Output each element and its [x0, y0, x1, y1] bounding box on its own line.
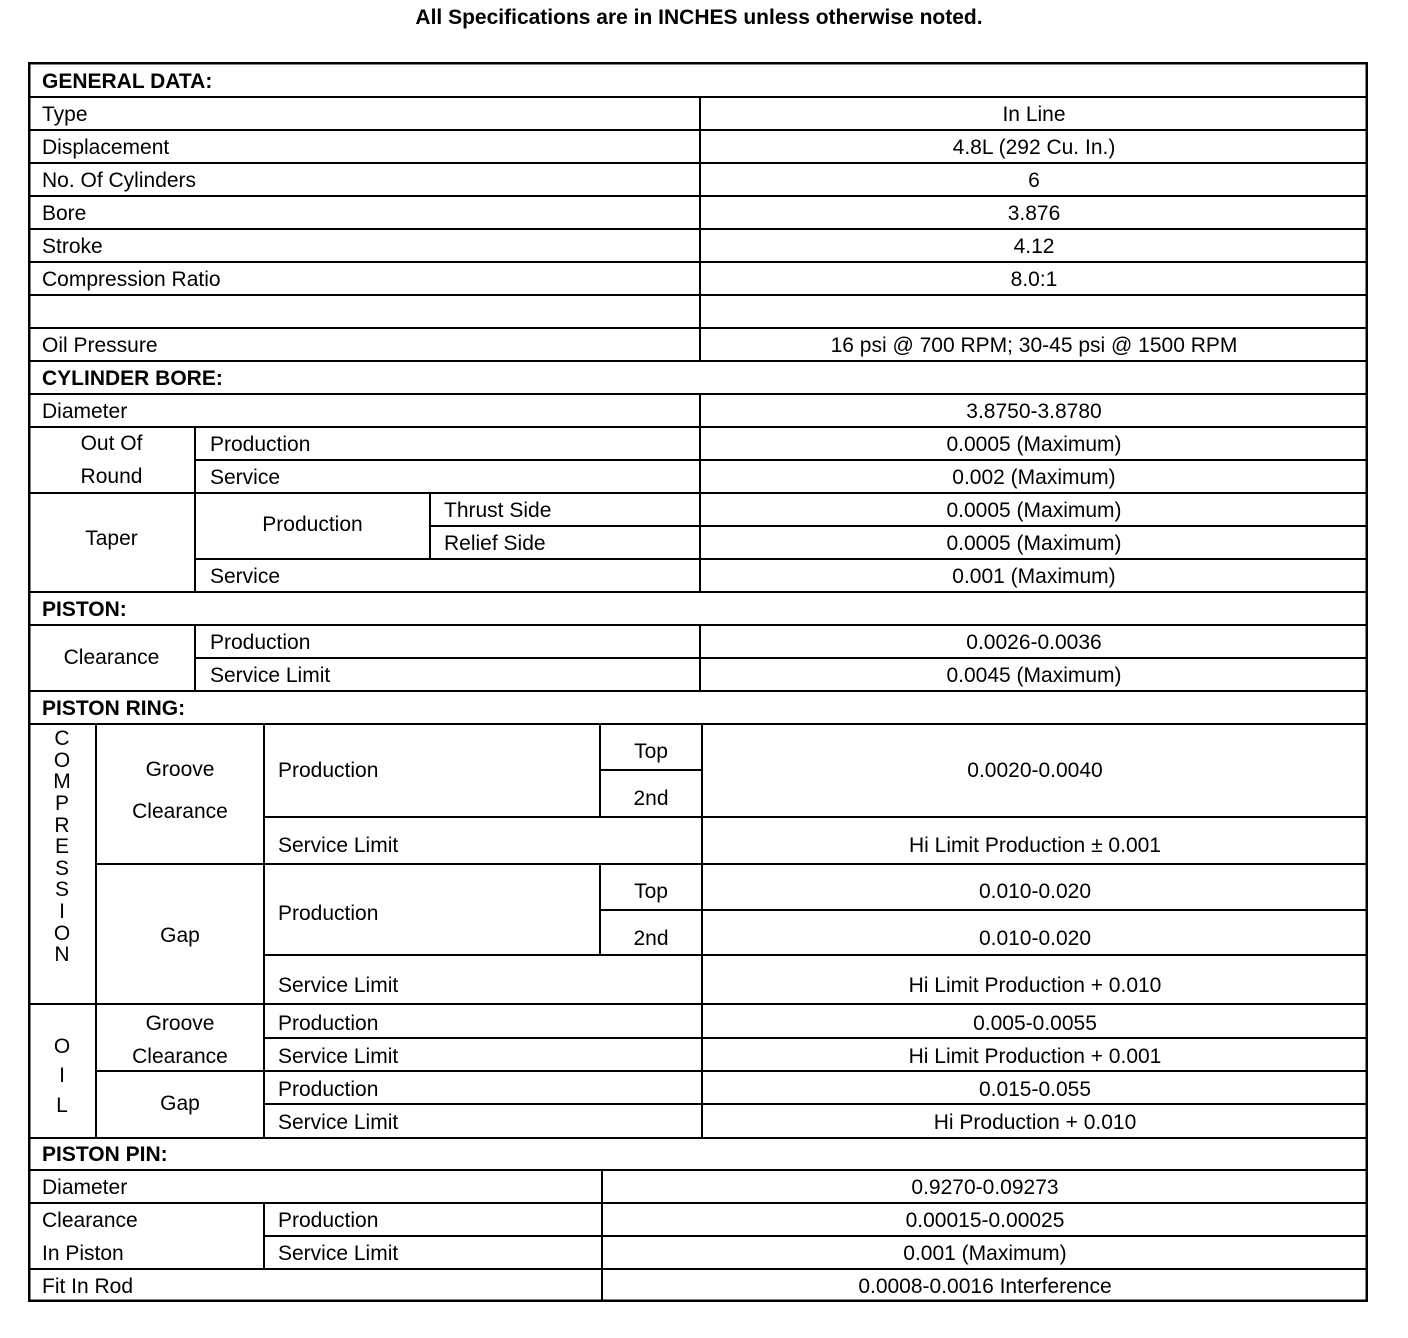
spec-value: Hi Limit Production + 0.010 — [908, 974, 1162, 997]
piston-clearance-label: Clearance — [63, 646, 160, 669]
spec-value: 0.0005 (Maximum) — [946, 532, 1122, 555]
spec-label: Relief Side — [444, 532, 546, 555]
spec-label: Service Limit — [278, 974, 399, 997]
spec-value: 0.001 (Maximum) — [952, 565, 1116, 588]
spec-value: 6 — [1028, 169, 1040, 192]
spec-value: 8.0:1 — [1010, 268, 1058, 291]
spec-label: Diameter — [42, 1176, 128, 1199]
out-of-round-label-line1: Out Of — [80, 432, 143, 455]
spec-value: 0.010-0.020 — [978, 880, 1092, 903]
spec-value: 0.015-0.055 — [978, 1078, 1092, 1101]
spec-value: In Line — [1002, 103, 1066, 126]
taper-production-label: Production — [262, 513, 363, 536]
spec-value: 4.8L (292 Cu. In.) — [952, 136, 1116, 159]
out-of-round-label-line2: Round — [80, 465, 143, 488]
spec-value: 3.876 — [1007, 202, 1061, 225]
spec-label: Production — [278, 1012, 379, 1035]
spec-label: 2nd — [633, 787, 669, 810]
spec-label: Type — [42, 103, 88, 126]
spec-value: 0.9270-0.09273 — [911, 1176, 1059, 1199]
spec-value: Hi Production + 0.010 — [933, 1111, 1137, 1134]
compression-vertical-label: C O M P R E S S I O N — [53, 727, 71, 967]
oil-vertical-label: O I L — [53, 1035, 71, 1117]
spec-label: Service Limit — [278, 1242, 399, 1265]
spec-label: Top — [634, 740, 668, 763]
spec-value: 0.001 (Maximum) — [903, 1242, 1067, 1265]
spec-value: 0.0005 (Maximum) — [946, 499, 1122, 522]
spec-label: Diameter — [42, 400, 128, 423]
spec-value: 4.12 — [1013, 235, 1055, 258]
piston-ring-header: PISTON RING: — [42, 697, 186, 720]
spec-label: Production — [278, 1078, 379, 1101]
spec-label: Service Limit — [278, 1111, 399, 1134]
cylinder-bore-header: CYLINDER BORE: — [42, 367, 223, 390]
spec-value: 0.0026-0.0036 — [966, 631, 1102, 654]
page-title: All Specifications are in INCHES unless otherwise noted. — [415, 6, 983, 29]
groove-clearance-label-line2: Clearance — [132, 800, 228, 823]
spec-label: Production — [210, 631, 311, 654]
spec-label: Production — [210, 433, 311, 456]
spec-value: Hi Limit Production + 0.001 — [908, 1045, 1162, 1068]
spec-table — [28, 62, 1368, 1302]
spec-label: 2nd — [633, 927, 669, 950]
spec-label: Fit In Rod — [42, 1275, 134, 1298]
spec-value: 16 psi @ 700 RPM; 30-45 psi @ 1500 RPM — [830, 334, 1238, 357]
spec-label: Service — [210, 466, 281, 489]
groove-clearance-label-line1: Groove — [145, 758, 215, 781]
spec-value: 0.010-0.020 — [978, 927, 1092, 950]
spec-label: Production — [278, 902, 379, 925]
spec-value: Hi Limit Production ± 0.001 — [909, 834, 1161, 857]
spec-value: 0.0008-0.0016 Interference — [858, 1275, 1112, 1298]
pin-clearance-label-line2: In Piston — [42, 1242, 124, 1265]
oil-groove-clearance-label-line1: Groove — [145, 1012, 215, 1035]
spec-label: Service Limit — [278, 1045, 399, 1068]
spec-label: Bore — [42, 202, 87, 225]
spec-label: Production — [278, 1209, 379, 1232]
spec-value: 0.0020-0.0040 — [967, 759, 1103, 782]
piston-pin-header: PISTON PIN: — [42, 1143, 168, 1166]
oil-groove-clearance-label-line2: Clearance — [132, 1045, 228, 1068]
pin-clearance-label-line1: Clearance — [42, 1209, 138, 1232]
piston-header: PISTON: — [42, 598, 127, 621]
taper-label: Taper — [85, 527, 138, 550]
spec-label: Service — [210, 565, 281, 588]
spec-label: Service Limit — [278, 834, 399, 857]
spec-label: Compression Ratio — [42, 268, 221, 291]
spec-label: No. Of Cylinders — [42, 169, 197, 192]
spec-label: Top — [634, 880, 668, 903]
spec-label: Displacement — [42, 136, 170, 159]
spec-label: Thrust Side — [444, 499, 552, 522]
spec-label: Stroke — [42, 235, 103, 258]
spec-value: 0.00015-0.00025 — [905, 1209, 1065, 1232]
spec-value: 0.002 (Maximum) — [952, 466, 1116, 489]
ring-gap-label: Gap — [160, 924, 200, 947]
spec-value: 0.0045 (Maximum) — [946, 664, 1122, 687]
spec-value: 0.005-0.0055 — [973, 1012, 1097, 1035]
spec-label: Oil Pressure — [42, 334, 158, 357]
general-data-header: GENERAL DATA: — [42, 70, 213, 93]
spec-value: 0.0005 (Maximum) — [946, 433, 1122, 456]
spec-label: Service Limit — [210, 664, 331, 687]
spec-label: Production — [278, 759, 379, 782]
spec-value: 3.8750-3.8780 — [966, 400, 1102, 423]
oil-gap-label: Gap — [160, 1092, 200, 1115]
